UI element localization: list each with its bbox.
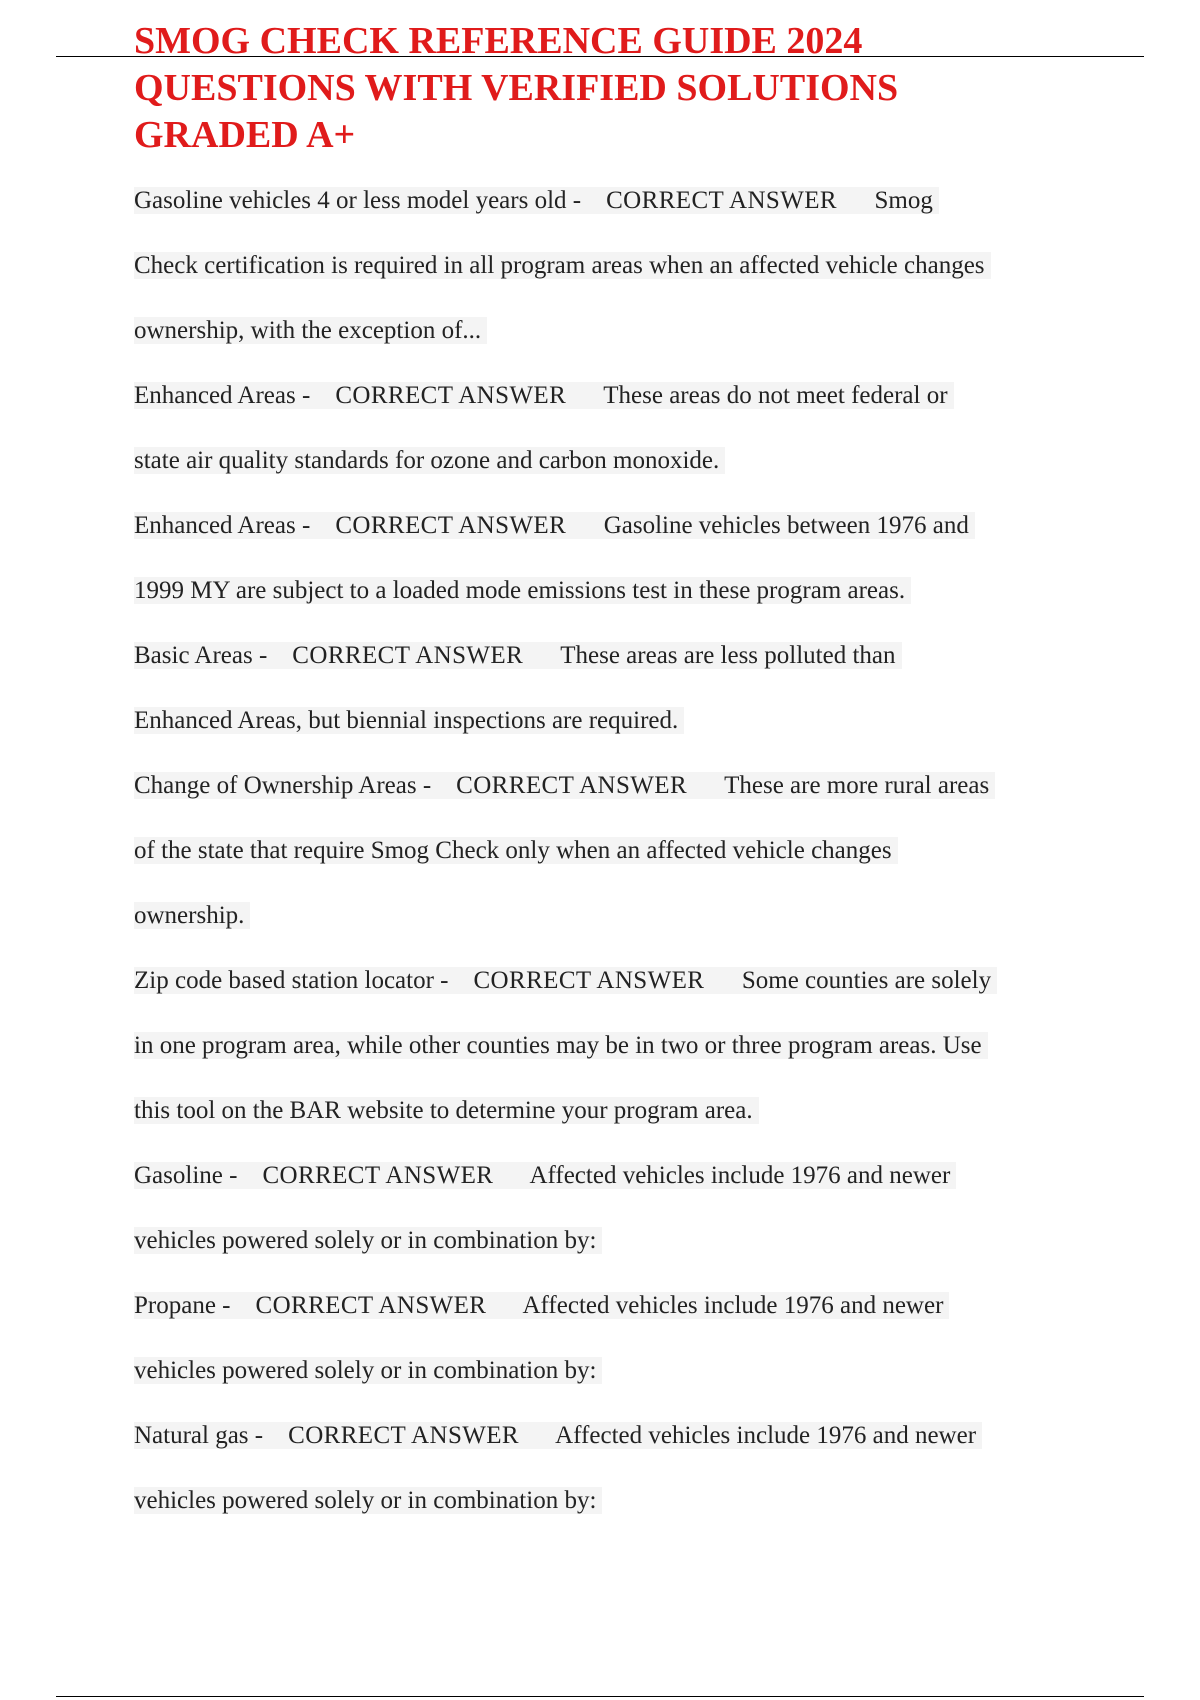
answer-continuation-line <box>134 1338 1134 1403</box>
spacer <box>267 642 292 669</box>
correct-answer-label: CORRECT ANSWER <box>288 1422 519 1449</box>
question-term: Zip code based station locator - <box>134 967 449 994</box>
answer-text: vehicles powered solely or in combination by: <box>134 1357 602 1384</box>
answer-text: Affected vehicles include 1976 and newer <box>555 1422 977 1449</box>
spacer <box>310 382 335 409</box>
answer-continuation-line <box>134 1013 1134 1078</box>
qa-entry <box>134 948 1134 1143</box>
question-term: Gasoline vehicles 4 or less model years old - <box>134 187 582 214</box>
correct-answer-label: CORRECT ANSWER <box>606 187 837 214</box>
spacer <box>523 642 560 669</box>
qa-first-line <box>134 623 1134 688</box>
qa-entry <box>134 1143 1134 1273</box>
correct-answer-label: CORRECT ANSWER <box>292 642 524 669</box>
question-term: Change of Ownership Areas - <box>134 772 432 799</box>
question-term: Propane - <box>134 1292 231 1319</box>
question-term: Gasoline - <box>134 1162 238 1189</box>
correct-answer-label: CORRECT ANSWER <box>335 382 567 409</box>
question-term: Natural gas - <box>134 1422 264 1449</box>
qa-entry <box>134 168 1134 363</box>
qa-first-line <box>134 1143 1134 1208</box>
spacer <box>519 1422 555 1449</box>
answer-text: in one program area, while other counties may be in two or three program areas. Use <box>134 1032 988 1059</box>
qa-entry <box>134 1403 1134 1533</box>
qa-list <box>134 168 1134 1533</box>
spacer <box>704 967 742 994</box>
answer-text: state air quality standards for ozone and carbon monoxide. <box>134 447 725 474</box>
footer-rule <box>56 1696 1144 1697</box>
title-line: QUESTIONS WITH VERIFIED SOLUTIONS <box>134 67 899 109</box>
answer-text: ownership, with the exception of... <box>134 317 487 344</box>
answer-text: These are more rural areas <box>724 772 990 799</box>
title-line: GRADED A+ <box>134 114 356 156</box>
answer-continuation-line <box>134 688 1134 753</box>
answer-text: vehicles powered solely or in combination by: <box>134 1227 602 1254</box>
correct-answer-label: CORRECT ANSWER <box>335 512 567 539</box>
answer-text: These areas are less polluted than <box>560 642 896 669</box>
spacer <box>566 382 603 409</box>
answer-text: Smog <box>874 187 933 214</box>
qa-entry <box>134 493 1134 623</box>
document-title <box>134 18 1144 159</box>
answer-text: Some counties are solely <box>741 967 992 994</box>
answer-text: Check certification is required in all program areas when an affected vehicle changes <box>134 252 991 279</box>
answer-continuation-line <box>134 428 1134 493</box>
spacer <box>231 1292 256 1319</box>
qa-first-line <box>134 1403 1134 1468</box>
qa-highlight <box>134 1422 982 1449</box>
question-term: Basic Areas - <box>134 642 268 669</box>
answer-text: ownership. <box>134 902 250 929</box>
answer-text: Enhanced Areas, but biennial inspections are required. <box>134 707 684 734</box>
correct-answer-label: CORRECT ANSWER <box>473 967 705 994</box>
question-term: Enhanced Areas - <box>134 512 311 539</box>
question-term: Enhanced Areas - <box>134 382 311 409</box>
answer-text: These areas do not meet federal or <box>603 382 948 409</box>
qa-entry <box>134 363 1134 493</box>
answer-continuation-line <box>134 558 1134 623</box>
qa-highlight <box>134 772 995 799</box>
spacer <box>431 772 456 799</box>
answer-continuation-line <box>134 1468 1134 1533</box>
answer-continuation-line <box>134 233 1134 298</box>
qa-first-line <box>134 1273 1134 1338</box>
answer-continuation-line <box>134 818 1134 883</box>
qa-highlight <box>134 382 954 409</box>
title-line: SMOG CHECK REFERENCE GUIDE 2024 <box>134 20 863 62</box>
correct-answer-label: CORRECT ANSWER <box>456 772 688 799</box>
qa-entry <box>134 623 1134 753</box>
spacer <box>237 1162 262 1189</box>
qa-highlight <box>134 1162 956 1189</box>
answer-text: 1999 MY are subject to a loaded mode emissions test in these program areas. <box>134 577 911 604</box>
qa-entry <box>134 753 1134 948</box>
qa-entry <box>134 1273 1134 1403</box>
qa-highlight <box>134 512 975 539</box>
answer-text: Gasoline vehicles between 1976 and <box>603 512 969 539</box>
correct-answer-label: CORRECT ANSWER <box>262 1162 494 1189</box>
answer-text: this tool on the BAR website to determine your program area. <box>134 1097 759 1124</box>
qa-highlight <box>134 187 939 214</box>
answer-continuation-line <box>134 1078 1134 1143</box>
spacer <box>448 967 473 994</box>
qa-highlight <box>134 967 997 994</box>
answer-text: vehicles powered solely or in combination by: <box>134 1487 602 1514</box>
answer-text: of the state that require Smog Check only when an affected vehicle changes <box>134 837 898 864</box>
spacer <box>687 772 724 799</box>
answer-text: Affected vehicles include 1976 and newer <box>529 1162 951 1189</box>
spacer <box>837 187 875 214</box>
spacer <box>263 1422 288 1449</box>
spacer <box>493 1162 529 1189</box>
correct-answer-label: CORRECT ANSWER <box>255 1292 487 1319</box>
answer-text: Affected vehicles include 1976 and newer <box>522 1292 944 1319</box>
qa-first-line <box>134 948 1134 1013</box>
spacer <box>566 512 604 539</box>
qa-first-line <box>134 168 1134 233</box>
answer-continuation-line <box>134 883 1134 948</box>
spacer <box>310 512 335 539</box>
qa-first-line <box>134 753 1134 818</box>
qa-first-line <box>134 493 1134 558</box>
answer-continuation-line <box>134 1208 1134 1273</box>
spacer <box>486 1292 522 1319</box>
spacer <box>581 187 606 214</box>
qa-first-line <box>134 363 1134 428</box>
qa-highlight <box>134 1292 949 1319</box>
qa-highlight <box>134 642 902 669</box>
answer-continuation-line <box>134 298 1134 363</box>
